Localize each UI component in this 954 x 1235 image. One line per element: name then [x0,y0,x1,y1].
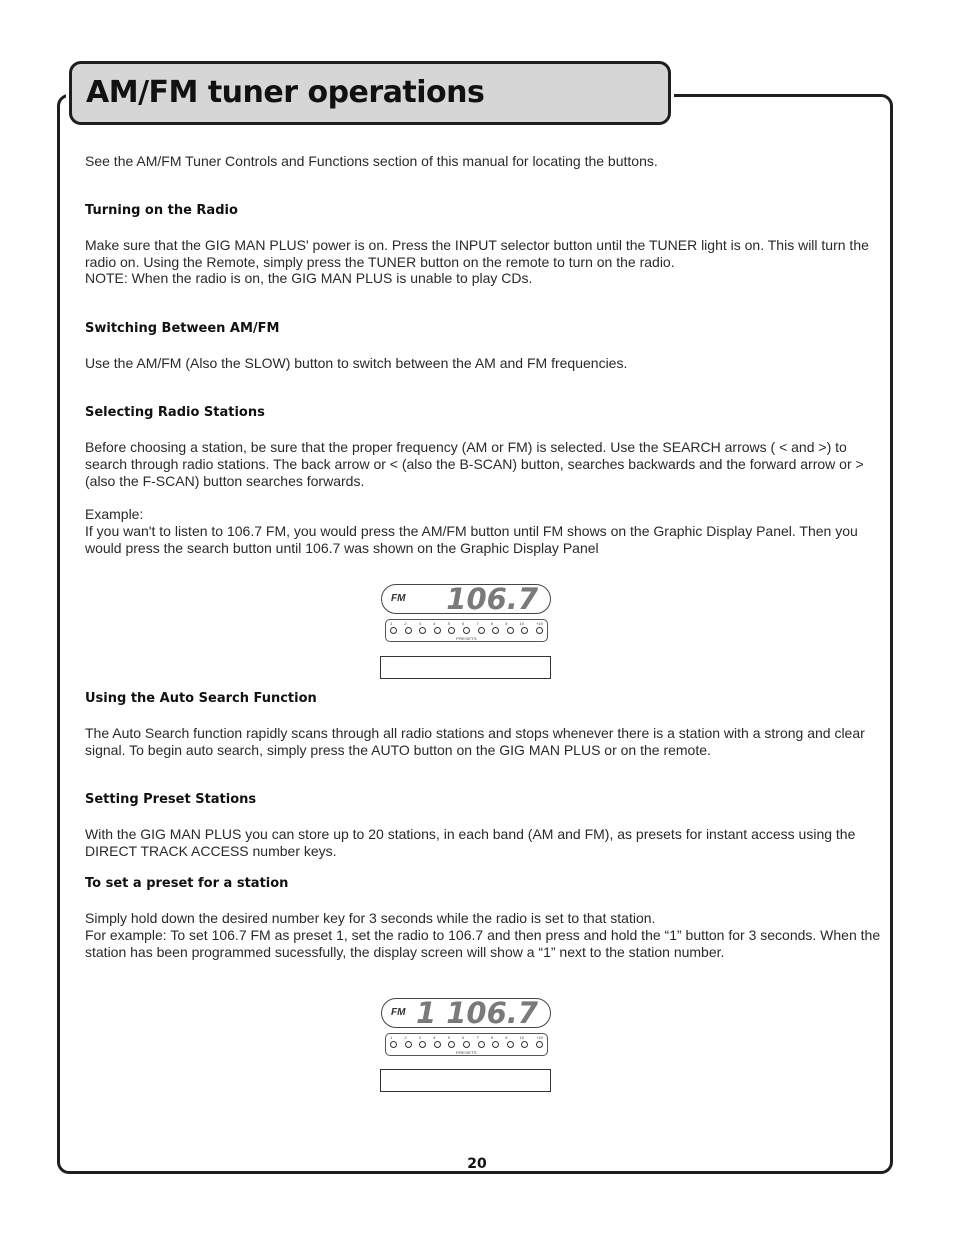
frequency-readout: 1 106.7 [415,996,538,1030]
heading-set-preset: To set a preset for a station [85,876,289,891]
preset-button [390,627,397,634]
preset-number: 9 [505,621,508,626]
frequency-readout: 106.7 [446,582,538,616]
switching-text: Use the AM/FM (Also the SLOW) button to switch between the AM and FM frequencies. [85,355,628,371]
example-label: Example: [85,506,144,522]
preset-button [448,1041,455,1048]
setting-presets-text: With the GIG MAN PLUS you can store up to 20 stations, in each band (AM and FM), as presets for instant access using the DIRECT TRACK ACCESS number keys. [85,826,856,859]
presets-caption: PRESETS [456,1050,477,1055]
preset-button [536,627,543,634]
preset-number: 10 [519,621,524,626]
preset-button [390,1041,397,1048]
band-indicator: FM [391,1007,406,1018]
preset-button [448,627,455,634]
preset-button [434,1041,441,1048]
preset-button [492,627,499,634]
preset-number: 1 [390,1035,393,1040]
preset-button [507,1041,514,1048]
preset-number: 3 [418,1035,422,1040]
preset-number: 2 [404,1035,407,1040]
preset-button [405,1041,412,1048]
preset-buttons [390,627,543,634]
preset-number: 2 [404,621,407,626]
preset-button [478,1041,485,1048]
preset-number: 3 [418,621,422,626]
heading-turning-on: Turning on the Radio [85,203,238,218]
preset-number: 7 [476,621,479,626]
presets-caption: PRESETS [456,636,477,641]
preset-number: 5 [447,1035,450,1040]
preset-number: 6 [461,621,465,626]
auto-search-text: The Auto Search function rapidly scans through all radio stations and stops whenever there is a station with a strong and clear signal. To begin auto search, simply press the AUTO button on the GIG MAN PLUS or on the remote. [85,725,865,758]
preset-button [507,627,514,634]
preset-button [492,1041,499,1048]
page-title: AM/FM tuner operations [86,75,485,110]
preset-button [536,1041,543,1048]
heading-selecting: Selecting Radio Stations [85,405,265,420]
preset-number: +10 [536,621,543,626]
preset-number: 4 [433,1035,436,1040]
selecting-text: Before choosing a station, be sure that the proper frequency (AM or FM) is selected. Use the SEARCH arrows ( < and >) to search through radio stations. The back arrow or < (also the B-SCAN) button, searches backwards and the forward arrow or > (also the F-SCAN) button searches forwards. [85,439,864,489]
blank-display-box [380,656,551,679]
graphic-display-panel-preset [381,998,551,1028]
presets-strip [385,1033,548,1056]
set-preset-text: Simply hold down the desired number key for 3 seconds while the radio is set to that station. [85,910,656,926]
graphic-display-panel [381,584,551,614]
preset-numbers [390,1035,543,1040]
preset-number: 6 [461,1035,465,1040]
heading-auto-search: Using the Auto Search Function [85,691,317,706]
preset-button [463,1041,470,1048]
preset-numbers [390,621,543,626]
presets-strip [385,619,548,642]
preset-button [434,627,441,634]
blank-display-box [380,1069,551,1092]
preset-number: +10 [536,1035,543,1040]
preset-button [521,1041,528,1048]
heading-switching: Switching Between AM/FM [85,321,280,336]
preset-number: 1 [390,621,393,626]
preset-number: 8 [490,621,493,626]
set-preset-example: For example: To set 106.7 FM as preset 1, set the radio to 106.7 and then press and hold the “1” button for 3 seconds. When the station has been programmed sucessfully, the display screen will show a “1” next to the station number. [85,927,881,960]
turning-on-note: NOTE: When the radio is on, the GIG MAN PLUS is unable to play CDs. [85,270,533,286]
preset-number: 8 [490,1035,493,1040]
preset-button [521,627,528,634]
page-number: 20 [467,1156,487,1172]
title-tab [69,61,671,125]
preset-button [463,627,470,634]
preset-number: 10 [519,1035,524,1040]
preset-button [419,627,426,634]
preset-button [478,627,485,634]
intro-text: See the AM/FM Tuner Controls and Functions section of this manual for locating the buttons. [85,153,658,169]
preset-button [405,627,412,634]
preset-number: 5 [447,621,450,626]
preset-number: 7 [476,1035,479,1040]
turning-on-text: Make sure that the GIG MAN PLUS' power is on. Press the INPUT selector button until the TUNER light is on. This will turn the radio on. Using the Remote, simply press the TUNER button on the remote to turn on the radio. [85,237,869,270]
band-indicator: FM [391,593,406,604]
preset-number: 9 [505,1035,508,1040]
preset-number: 4 [433,621,436,626]
heading-setting-presets: Setting Preset Stations [85,792,257,807]
preset-button [419,1041,426,1048]
example-text: If you wan't to listen to 106.7 FM, you would press the AM/FM button until FM shows on the Graphic Display Panel. Then you would press the search button until 106.7 was shown on the Graphic Display Panel [85,523,858,556]
preset-buttons [390,1041,543,1048]
